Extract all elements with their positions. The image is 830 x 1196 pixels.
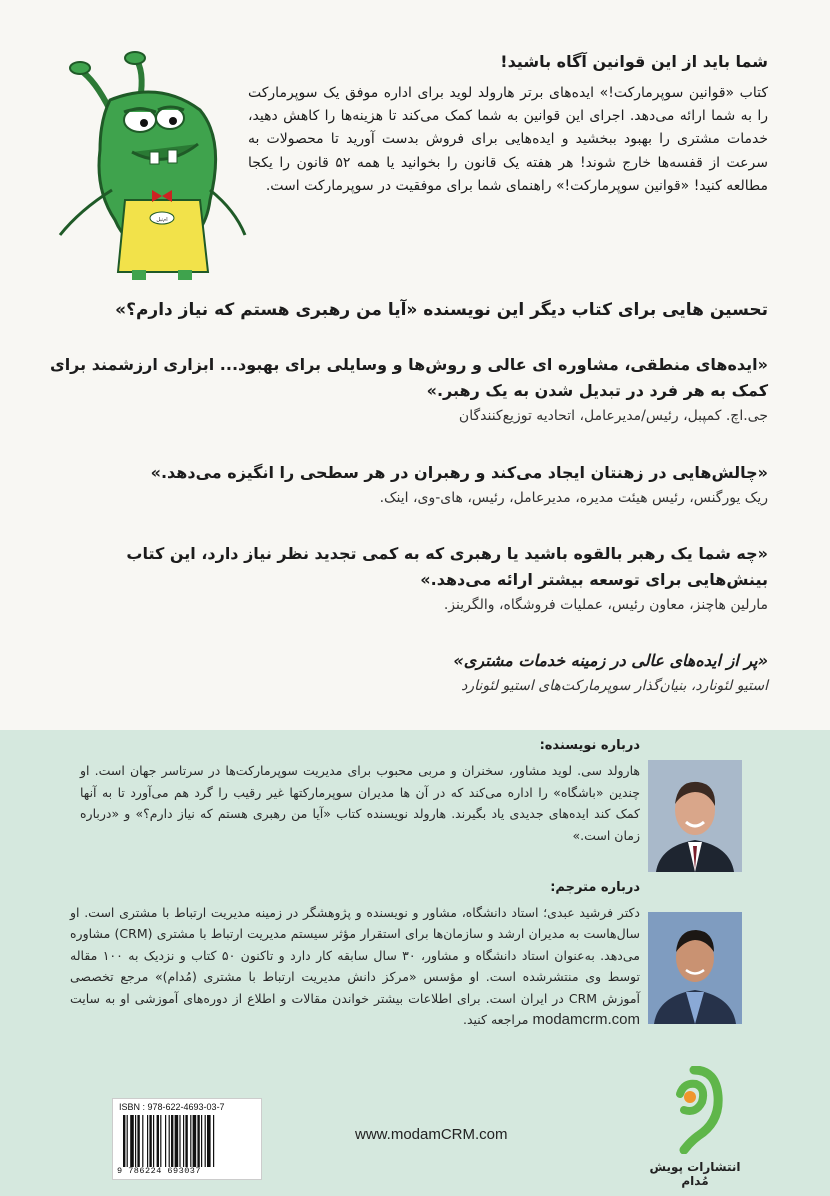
praise-title: تحسین هایی برای کتاب دیگر این نویسنده «آیا من رهبری هستم که نیاز دارم؟» <box>115 300 768 320</box>
barcode-bar <box>135 1115 136 1167</box>
quote-4 <box>48 648 768 698</box>
translator-photo <box>648 912 742 1024</box>
green-monster-mascot <box>40 40 270 280</box>
barcode-bar <box>153 1115 154 1167</box>
quote-text: «چالش‌هایی در زهنتان ایجاد می‌کند و رهبران در هر سطحی را انگیزه می‌دهد.» <box>150 463 768 482</box>
translator-body <box>70 902 640 1030</box>
barcode-bar <box>183 1115 184 1167</box>
quote-1 <box>48 352 768 428</box>
barcode-bar <box>142 1115 143 1167</box>
barcode-bar <box>169 1115 170 1167</box>
barcode-bar <box>171 1115 173 1167</box>
barcode-bar <box>160 1115 161 1167</box>
barcode-bar <box>193 1115 197 1167</box>
publisher-logo <box>662 1066 726 1154</box>
barcode-bar <box>165 1115 166 1167</box>
isbn-text: ISBN : 978-622-4693-03-7 <box>119 1102 225 1112</box>
author-photo <box>648 760 742 872</box>
quote-text: «ایده‌های منطقی، مشاوره ای عالی و روش‌ها و وسایلی برای بهبود... ابزاری ارزشمند برای کمک به هر فرد در تبدیل شدن به یک رهبر.» <box>50 355 768 400</box>
intro-title: شما باید از این قوانین آگاه باشید! <box>500 52 768 71</box>
barcode-bar <box>201 1115 202 1167</box>
barcode-bar <box>185 1115 187 1167</box>
quote-author: استیو لئونارد، بنیان‌گذار سوپرمارکت‌های استیو لئونارد <box>461 678 768 694</box>
barcode-bar <box>127 1115 128 1167</box>
intro-body: کتاب «قوانین سوپرمارکت!» ایده‌های برتر هارولد لوید برای اداره موفق یک سوپرمارکت را به شما ارائه می‌دهد. اجرای این قوانین به شما کمک می‌کند تا هزینه‌ها را کاهش دهید، خدمات مشتری را بهبود ببخشید و ایده‌هایی برای فروش بدست آورید تا محصولات به سرعت از قفسه‌ها خارج شوند! هر هفته یک قانون را بخوانید یا همه ۵۲ قانون را یکجا مطالعه کنید! «قوانین سوپرمارکت!» راهنمای شما برای موفقیت در سوپرمارکت است. <box>248 85 768 194</box>
translator-title: درباره مترجم: <box>550 880 640 895</box>
barcode-bar <box>190 1115 191 1167</box>
quote-author: جی.اچ. کمپبل، رئیس/مدیرعامل، اتحادیه توزیع‌کنندگان <box>458 408 768 424</box>
barcode-bar <box>147 1115 148 1167</box>
barcode-bar <box>175 1115 179 1167</box>
barcode-bar <box>179 1115 180 1167</box>
apron-label: ام‌تیل <box>156 217 168 223</box>
translator-ending: مراجعه کنید. <box>462 1012 529 1028</box>
barcode-bar <box>149 1115 151 1167</box>
publisher-website[interactable]: www.modamCRM.com <box>355 1126 508 1143</box>
publisher-name: انتشارات پویش مُدام <box>649 1160 741 1188</box>
quote-text: «پر از ایده‌های عالی در زمینه خدمات مشتری» <box>453 651 768 670</box>
quote-text: «چه شما یک رهبر بالقوه باشید یا رهبری که به کمی تجدید نظر نیاز دارد، این کتاب بینش‌هایی برای توسعه بیشتر ارائه می‌دهد.» <box>126 544 768 589</box>
barcode-bar <box>130 1115 134 1167</box>
barcode-bar <box>197 1115 199 1167</box>
barcode-bar <box>205 1115 206 1167</box>
author-body: هارولد سی. لوید مشاور، سخنران و مربی محبوب برای مدیریت سوپرمارکت‌ها در سرتاسر جهان است. او چندین «باشگاه» را اداره می‌کند که در آن ها مدیران سوپرمارکتها غیر رقیب را گرد هم می‌آورد تا به آنها کمک کند ایده‌های جدیدی یاد بگیرند. هارولد نویسنده کتاب «آیا من رهبری هستم که نیاز دارم؟» و «درباره زمان است.» <box>80 763 640 843</box>
quote-3 <box>48 541 768 617</box>
author-title: درباره نویسنده: <box>539 738 640 753</box>
barcode-bar <box>137 1115 139 1167</box>
barcode-digits: 9 786224 693037 <box>117 1166 202 1176</box>
translator-text: دکتر فرشید عبدی؛ استاد دانشگاه، مشاور و نویسنده و پژوهشگر در زمینه مدیریت ارتباط با مشتری است. او سال‌هاست به مدیران ارشد و سازمان‌ها برای استقرار مؤثر سیستم مدیریت ارتباط با مشتری (CRM) مشاوره می‌دهد. به‌عنوان استاد دانشگاه و مشاور، ۳۰ سال سابقه کار دارد و تاکنون ۵۰ کتاب و نزدیک به ۱۰۰ مقاله توسط وی منتشرشده است. او مؤسس «مرکز دانش مدیریت ارتباط با مشتری (مُدام)» مرجع تخصصی آموزش CRM در ایران است. برای اطلاعات بیشتر خواندن مقالات و اطلاع از دوره‌های آموزشی او به سایت <box>70 905 640 1006</box>
quote-2 <box>48 460 768 510</box>
barcode-box <box>112 1098 262 1180</box>
barcode <box>121 1115 255 1167</box>
barcode-bar <box>213 1115 214 1167</box>
barcode-bar <box>157 1115 159 1167</box>
barcode-bar <box>123 1115 125 1167</box>
translator-site-link[interactable]: modamcrm.com <box>532 1011 640 1029</box>
barcode-bar <box>207 1115 211 1167</box>
quote-author: ریک یورگنس، رئیس هیئت مدیره، مدیرعامل، رئیس، های-وی، اینک. <box>379 490 768 506</box>
quote-author: مارلین هاچنز، معاون رئیس، عملیات فروشگاه، والگرینز. <box>443 597 768 613</box>
